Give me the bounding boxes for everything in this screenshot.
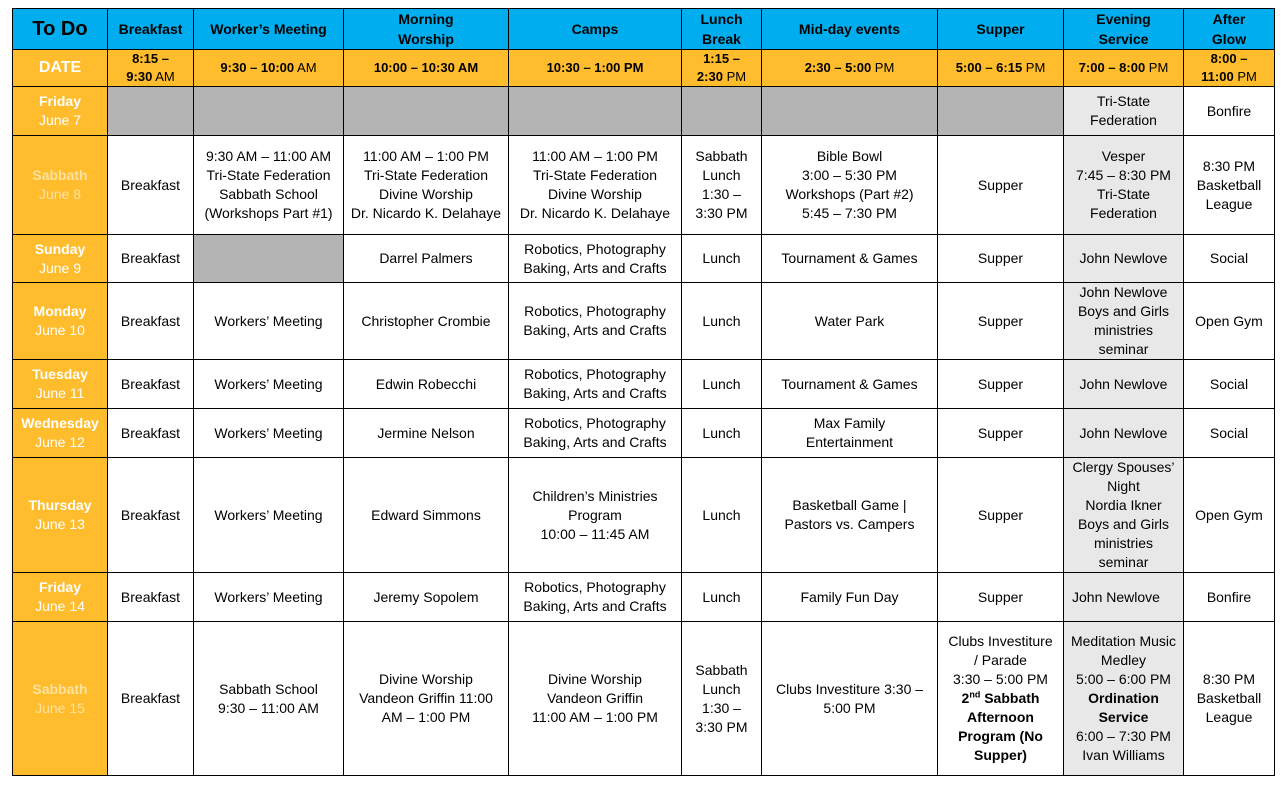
after-glow-cell: Social [1184,409,1275,458]
time-lunch: 1:15 – 2:30 PM [682,50,762,87]
day-label: Sabbath June 8 [13,136,108,235]
time-camps: 10:30 – 1:00 PM [509,50,682,87]
morning-worship-cell: Jeremy Sopolem [344,573,509,622]
evening-cell: Meditation Music Medley 5:00 – 6:00 PM Ordination Service 6:00 – 7:30 PM Ivan Williams [1064,622,1184,776]
header-breakfast: Breakfast [108,9,194,50]
supper-cell: Supper [938,409,1064,458]
blocked-cell [938,87,1064,136]
breakfast-cell: Breakfast [108,283,194,360]
workers-meeting-cell: Workers’ Meeting [194,458,344,573]
supper-cell: Supper [938,136,1064,235]
lunch-cell: Lunch [682,360,762,409]
header-midday-events: Mid-day events [762,9,938,50]
after-glow-cell: 8:30 PM Basketball League [1184,136,1275,235]
workers-meeting-cell: Workers’ Meeting [194,360,344,409]
breakfast-cell: Breakfast [108,360,194,409]
blocked-cell [762,87,938,136]
camps-cell: Robotics, Photography Baking, Arts and Crafts [509,360,682,409]
table-row [13,87,1275,136]
day-label: Thursday June 13 [13,458,108,573]
morning-worship-cell: Edward Simmons [344,458,509,573]
time-evening: 7:00 – 8:00 PM [1064,50,1184,87]
day-label: Friday June 14 [13,573,108,622]
morning-worship-cell: 11:00 AM – 1:00 PM Tri-State Federation Divine Worship Dr. Nicardo K. Delahaye [344,136,509,235]
time-workers-meeting: 9:30 – 10:00 AM [194,50,344,87]
after-glow-cell: Bonfire [1184,573,1275,622]
midday-cell: Bible Bowl 3:00 – 5:30 PM Workshops (Part #2) 5:45 – 7:30 PM [762,136,938,235]
blocked-cell [682,87,762,136]
table-row [13,136,1275,235]
blocked-cell [194,235,344,283]
breakfast-cell: Breakfast [108,573,194,622]
header-todo: To Do [13,9,108,50]
lunch-cell: Sabbath Lunch 1:30 – 3:30 PM [682,136,762,235]
table-row [13,283,1275,360]
workers-meeting-cell: Workers’ Meeting [194,573,344,622]
midday-cell: Basketball Game | Pastors vs. Campers [762,458,938,573]
lunch-cell: Sabbath Lunch 1:30 – 3:30 PM [682,622,762,776]
day-label: Tuesday June 11 [13,360,108,409]
evening-cell: John Newlove [1064,409,1184,458]
evening-cell: Vesper 7:45 – 8:30 PM Tri-State Federation [1064,136,1184,235]
table-row [13,458,1275,573]
time-midday: 2:30 – 5:00 PM [762,50,938,87]
header-row [13,9,1275,50]
header-evening-service: Evening Service [1064,9,1184,50]
day-label: Friday June 7 [13,87,108,136]
workers-meeting-cell: 9:30 AM – 11:00 AM Tri-State Federation Sabbath School (Workshops Part #1) [194,136,344,235]
camps-cell: Robotics, Photography Baking, Arts and Crafts [509,573,682,622]
lunch-cell: Lunch [682,458,762,573]
midday-cell: Tournament & Games [762,235,938,283]
header-after-glow: After Glow [1184,9,1275,50]
supper-cell: Clubs Investiture / Parade 3:30 – 5:00 PM 2nd Sabbath Afternoon Program (No Supper) [938,622,1064,776]
evening-cell: Tri-State Federation [1064,87,1184,136]
table-row [13,622,1275,776]
evening-cell: John Newlove [1064,235,1184,283]
after-glow-cell: Bonfire [1184,87,1275,136]
evening-cell: John Newlove [1064,573,1184,622]
lunch-cell: Lunch [682,409,762,458]
midday-cell: Family Fun Day [762,573,938,622]
camps-cell: Robotics, Photography Baking, Arts and Crafts [509,283,682,360]
workers-meeting-cell: Workers’ Meeting [194,283,344,360]
midday-cell: Water Park [762,283,938,360]
supper-cell: Supper [938,283,1064,360]
table-row [13,573,1275,622]
breakfast-cell: Breakfast [108,458,194,573]
day-label: Sabbath June 15 [13,622,108,776]
midday-cell: Clubs Investiture 3:30 – 5:00 PM [762,622,938,776]
morning-worship-cell: Darrel Palmers [344,235,509,283]
after-glow-cell: Social [1184,235,1275,283]
breakfast-cell: Breakfast [108,409,194,458]
camps-cell: Robotics, Photography Baking, Arts and Crafts [509,235,682,283]
lunch-cell: Lunch [682,283,762,360]
breakfast-cell: Breakfast [108,622,194,776]
day-label: Wednesday June 12 [13,409,108,458]
evening-cell: John Newlove Boys and Girls ministries seminar [1064,283,1184,360]
morning-worship-cell: Christopher Crombie [344,283,509,360]
breakfast-cell: Breakfast [108,235,194,283]
time-supper: 5:00 – 6:15 PM [938,50,1064,87]
blocked-cell [194,87,344,136]
header-workers-meeting: Worker’s Meeting [194,9,344,50]
date-label: DATE [13,50,108,87]
evening-cell: Clergy Spouses’ Night Nordia Ikner Boys and Girls ministries seminar [1064,458,1184,573]
breakfast-cell: Breakfast [108,136,194,235]
lunch-cell: Lunch [682,573,762,622]
header-camps: Camps [509,9,682,50]
midday-cell: Max Family Entertainment [762,409,938,458]
time-breakfast: 8:15 – 9:30 AM [108,50,194,87]
header-morning-worship: Morning Worship [344,9,509,50]
time-row [13,50,1275,87]
camps-cell: Children’s Ministries Program 10:00 – 11:45 AM [509,458,682,573]
after-glow-cell: Open Gym [1184,458,1275,573]
header-lunch-break: Lunch Break [682,9,762,50]
after-glow-cell: 8:30 PM Basketball League [1184,622,1275,776]
lunch-cell: Lunch [682,235,762,283]
midday-cell: Tournament & Games [762,360,938,409]
morning-worship-cell: Edwin Robecchi [344,360,509,409]
camps-cell: Divine Worship Vandeon Griffin 11:00 AM – 1:00 PM [509,622,682,776]
supper-cell: Supper [938,360,1064,409]
blocked-cell [509,87,682,136]
camps-cell: Robotics, Photography Baking, Arts and Crafts [509,409,682,458]
blocked-cell [344,87,509,136]
after-glow-cell: Social [1184,360,1275,409]
supper-cell: Supper [938,235,1064,283]
morning-worship-cell: Jermine Nelson [344,409,509,458]
camps-cell: 11:00 AM – 1:00 PM Tri-State Federation Divine Worship Dr. Nicardo K. Delahaye [509,136,682,235]
header-supper: Supper [938,9,1064,50]
table-row [13,235,1275,283]
workers-meeting-cell: Sabbath School 9:30 – 11:00 AM [194,622,344,776]
blocked-cell [108,87,194,136]
table-row [13,409,1275,458]
supper-cell: Supper [938,573,1064,622]
morning-worship-cell: Divine Worship Vandeon Griffin 11:00 AM – 1:00 PM [344,622,509,776]
time-morning-worship: 10:00 – 10:30 AM [344,50,509,87]
time-after-glow: 8:00 – 11:00 PM [1184,50,1275,87]
supper-cell: Supper [938,458,1064,573]
table-row [13,360,1275,409]
day-label: Sunday June 9 [13,235,108,283]
after-glow-cell: Open Gym [1184,283,1275,360]
workers-meeting-cell: Workers’ Meeting [194,409,344,458]
evening-cell: John Newlove [1064,360,1184,409]
day-label: Monday June 10 [13,283,108,360]
schedule-table [12,8,1275,776]
